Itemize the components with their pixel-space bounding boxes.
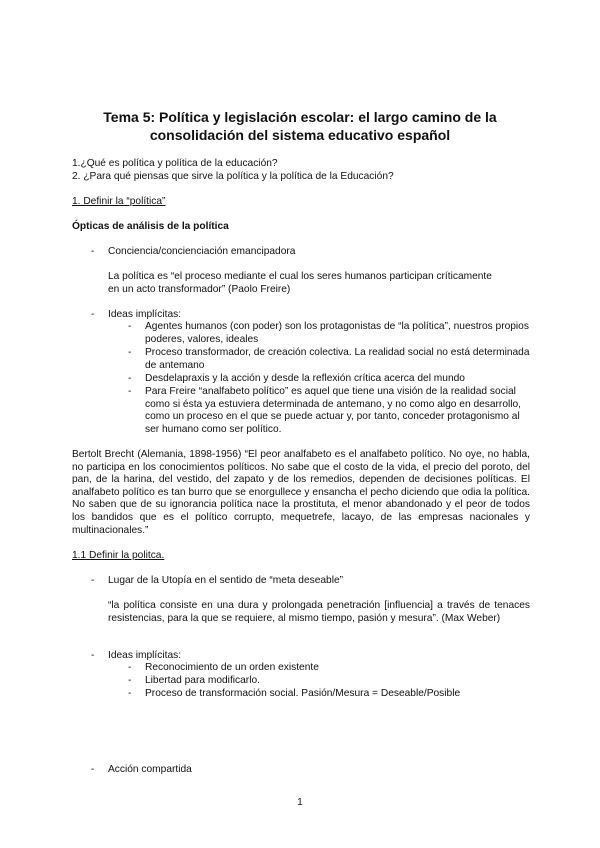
question-1: 1.¿Qué es política y política de la educación?: [72, 158, 278, 169]
freire-quote-line-1: La política es “el proceso mediante el cual los seres humanos participan críticamente: [108, 271, 492, 282]
sub-item-praxis: Desdelapraxis y la acción y desde la reflexión crítica acerca del mundo: [145, 373, 465, 384]
freire-quote-line-2: en un acto transformador” (Paolo Freire): [108, 284, 291, 295]
sub-item-proceso: Proceso transformador, de creación colectiva. La realidad social no está determinada de antemano: [145, 347, 530, 371]
bullet-dash: -: [91, 764, 95, 775]
sub-bullet-dash: -: [128, 662, 132, 673]
bullet-dash: -: [91, 575, 95, 586]
sub-item-reconocimiento: Reconocimiento de un orden existente: [145, 662, 319, 673]
section-1-heading: 1. Definir la “política”: [72, 196, 166, 207]
brecht-paragraph: Bertolt Brecht (Alemania, 1898-1956) “El peor analfabeto es el analfabeto político. No oye, no habla, no participa en los conocimientos políticos. No sabe que el costo de la vida, el precio del poroto, del pan, de la harina, del vestido, del zapato y de los remedios, dependen de decisiones políticas. El analfabeto político es tan burro que se enorgullece y ensancha el pecho diciendo que odia la política. No saben que de su ignorancia política nace la prostituta, el menor abandonado y el peor de todos los bandidos que es el político corrupto, mequetrefe, lacayo, de las empresas nacionales y multinacionales.”: [72, 449, 530, 536]
title-line-1: Tema 5: Política y legislación escolar: el largo camino de la: [103, 109, 497, 125]
sub-item-agentes: Agentes humanos (con poder) son los protagonistas de “la política”, nuestros propios poderes, valores, ideales: [145, 321, 529, 345]
sub-bullet-dash: -: [128, 675, 132, 686]
page-number: 1: [297, 797, 303, 808]
sub-item-transformacion: Proceso de transformación social. Pasión/Mesura = Deseable/Posible: [145, 688, 461, 699]
title-line-2: consolidación del sistema educativo español: [149, 127, 451, 143]
sub-item-freire: Para Freire “analfabeto político” es aquel que tiene una visión de la realidad social como si ésta ya estuviera determinada de antemano, y no como algo en desarrollo, como un proceso en el que se puede actuar y, por tanto, conceder protagonismo al ser humano como ser político.: [145, 386, 522, 435]
sub-item-libertad: Libertad para modificarlo.: [145, 675, 260, 686]
item-accion-compartida: Acción compartida: [108, 764, 192, 775]
question-2: 2. ¿Para qué piensas que sirve la política y la política de la Educación?: [72, 171, 394, 182]
bullet-dash: -: [91, 650, 95, 661]
ideas-implicitas-label-2: Ideas implícitas:: [108, 650, 182, 661]
sub-bullet-dash: -: [128, 373, 132, 384]
bullet-dash: -: [91, 309, 95, 320]
item-conciencia: Conciencia/concienciación emancipadora: [108, 246, 296, 257]
item-utopia: Lugar de la Utopía en el sentido de “meta deseable”: [108, 575, 344, 586]
sub-bullet-dash: -: [128, 688, 132, 699]
ideas-implicitas-label: Ideas implícitas:: [108, 309, 182, 320]
sub-bullet-dash: -: [128, 347, 132, 358]
document-title: [70, 108, 530, 144]
opticas-heading: Ópticas de análisis de la política: [72, 221, 229, 232]
weber-quote: “la política consiste en una dura y prolongada penetración [influencia] a través de tenaces resistencias, para la que se requiere, al mismo tiempo, pasión y mesura”. (Max Weber): [108, 600, 530, 624]
sub-bullet-dash: -: [128, 386, 132, 397]
section-1-1-heading: 1.1 Definir la politca.: [72, 550, 165, 561]
bullet-dash: -: [91, 246, 95, 257]
sub-bullet-dash: -: [128, 321, 132, 332]
